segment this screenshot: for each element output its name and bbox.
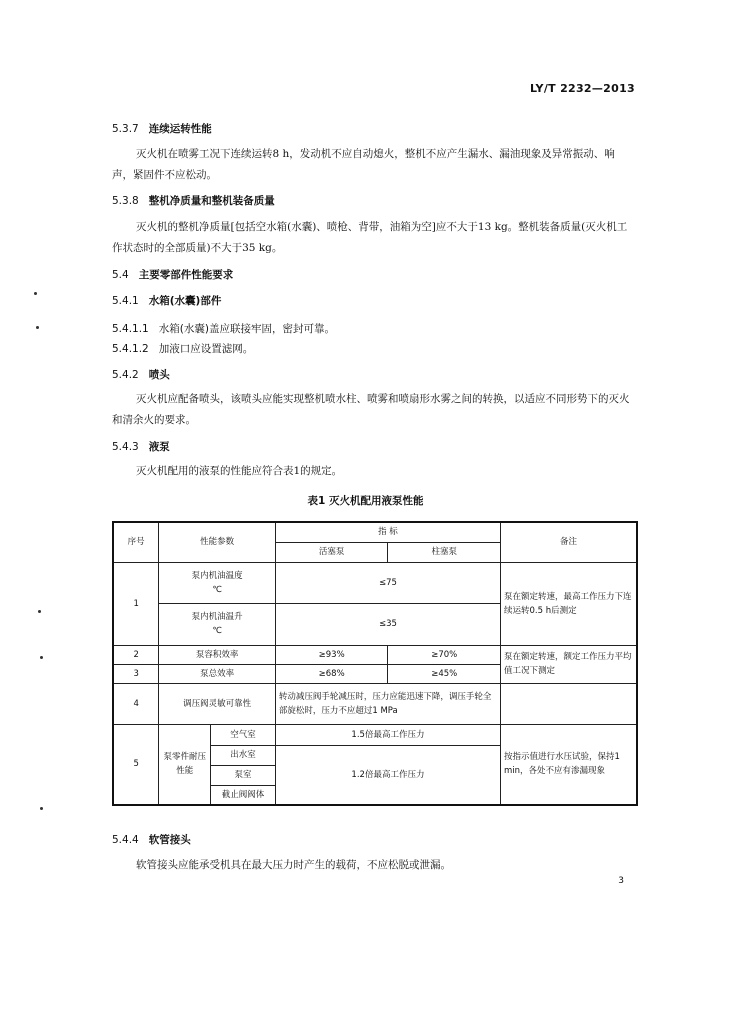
- row4-seq: 4: [113, 683, 159, 724]
- section-heading-5-4-4: [112, 832, 191, 847]
- pump-performance-table: [112, 521, 638, 806]
- row2-param: 泵容积效率: [159, 645, 276, 664]
- row5-value-rest: 1.2倍最高工作压力: [275, 745, 500, 805]
- row3-piston: ≥68%: [275, 664, 388, 683]
- row1a-value: ≤75: [275, 562, 500, 603]
- row2-plunger: ≥70%: [388, 645, 501, 664]
- section-heading-5-4-1: [112, 293, 221, 308]
- section-title: 水箱(水囊)部件: [148, 295, 222, 307]
- section-heading-5-3-8: [112, 193, 275, 208]
- scan-speck: [36, 326, 39, 329]
- row1a-param-unit: ℃: [212, 584, 222, 595]
- table-caption: 表1 灭火机配用液泵性能: [307, 495, 424, 507]
- clause-text: 水箱(水囊)盖应联接牢固，密封可靠。: [158, 323, 335, 335]
- row5-part-air-chamber: 空气室: [211, 724, 276, 745]
- header-piston-pump: 活塞泵: [275, 542, 388, 562]
- row5-part-outlet-chamber: 出水室: [211, 745, 276, 765]
- section-number: 5.4.2: [112, 369, 139, 381]
- row4-param: 调压阀灵敏可靠性: [159, 683, 276, 724]
- paragraph-5-4-3: 灭火机配用的液泵的性能应符合表1的规定。: [136, 465, 343, 477]
- row1b-param: [159, 603, 276, 645]
- row5-remark: 按指示值进行水压试验，保持1 min，各处不应有渗漏现象: [501, 724, 637, 805]
- row5-group: 泵零件耐压性能: [159, 724, 211, 805]
- row1b-value: ≤35: [275, 603, 500, 645]
- clause-5-4-1-2: [112, 341, 253, 356]
- section-title: 主要零部件性能要求: [138, 269, 234, 281]
- clause-5-4-1-1: [112, 321, 335, 336]
- paragraph-5-4-2: 灭火机应配备喷头，该喷头应能实现整机喷水柱、喷雾和喷扇形水雾之间的转换，以适应不同形势下的灭火和清余火的要求。: [112, 393, 630, 426]
- section-heading-5-4-2: [112, 367, 170, 382]
- section-title: 整机净质量和整机装备质量: [148, 195, 275, 207]
- section-title: 连续运转性能: [148, 123, 212, 135]
- header-param: 性能参数: [159, 522, 276, 562]
- header-index: 指 标: [275, 522, 500, 542]
- paragraph-5-3-8: 灭火机的整机净质量[包括空水箱(水囊)、喷枪、背带，油箱为空]应不大于13 kg。整机装备质量(灭火机工作状态时的全部质量)不大于35 kg。: [112, 221, 628, 254]
- document-code: LY/T 2232—2013: [529, 82, 635, 95]
- scan-speck: [40, 807, 43, 810]
- paragraph-5-4-4: 软管接头应能承受机具在最大压力时产生的载荷，不应松脱或泄漏。: [136, 859, 451, 871]
- clause-text: 加液口应设置滤网。: [158, 343, 254, 355]
- clause-number: 5.4.1.1: [112, 323, 149, 335]
- row5-part-pump-chamber: 泵室: [211, 765, 276, 785]
- section-number: 5.4.1: [112, 295, 139, 307]
- section-number: 5.3.8: [112, 195, 139, 207]
- row1-remark: 泵在额定转速，最高工作压力下连续运转0.5 h后测定: [501, 562, 637, 645]
- header-plunger-pump: 柱塞泵: [388, 542, 501, 562]
- row1b-param-unit: ℃: [212, 626, 222, 636]
- row3-param: 泵总效率: [159, 664, 276, 683]
- clause-number: 5.4.1.2: [112, 343, 149, 355]
- scan-speck: [40, 656, 43, 659]
- row3-seq: 3: [113, 664, 159, 683]
- section-number: 5.4.4: [112, 834, 139, 846]
- row1a-param-name: 泵内机油温度: [191, 570, 243, 581]
- row1-seq: 1: [113, 562, 159, 645]
- page-number: 3: [618, 876, 624, 886]
- section-number: 5.4.3: [112, 441, 139, 453]
- row3-plunger: ≥45%: [388, 664, 501, 683]
- section-title: 软管接头: [148, 834, 191, 846]
- section-title: 喷头: [148, 369, 170, 381]
- section-heading-5-4-3: [112, 439, 170, 454]
- scan-speck: [34, 292, 37, 295]
- section-heading-5-4: [112, 267, 233, 282]
- row2-piston: ≥93%: [275, 645, 388, 664]
- row5-seq: 5: [113, 724, 159, 805]
- row4-value: 转动减压阀手轮减压时，压力应能迅速下降，调压手轮全部旋松时，压力不应超过1 MPa: [275, 683, 500, 724]
- row5-value-air: 1.5倍最高工作压力: [275, 724, 500, 745]
- row4-remark: [501, 683, 637, 724]
- section-heading-5-3-7: [112, 121, 212, 136]
- section-number: 5.3.7: [112, 123, 139, 135]
- header-remark: 备注: [501, 522, 637, 562]
- header-seq: 序号: [113, 522, 159, 562]
- paragraph-5-3-7: 灭火机在喷雾工况下连续运转8 h，发动机不应自动熄火，整机不应产生漏水、漏油现象及异常振动、响声，紧固件不应松动。: [112, 148, 615, 181]
- row1a-param: [159, 562, 276, 603]
- section-number: 5.4: [112, 269, 129, 281]
- row2-seq: 2: [113, 645, 159, 664]
- row1b-param-name: 泵内机油温升: [191, 612, 243, 622]
- section-title: 液泵: [148, 441, 170, 453]
- row5-part-stop-valve-body: 截止阀阀体: [211, 785, 276, 805]
- row2-remark: 泵在额定转速，额定工作压力平均值工况下测定: [501, 645, 637, 683]
- scan-speck: [38, 610, 41, 613]
